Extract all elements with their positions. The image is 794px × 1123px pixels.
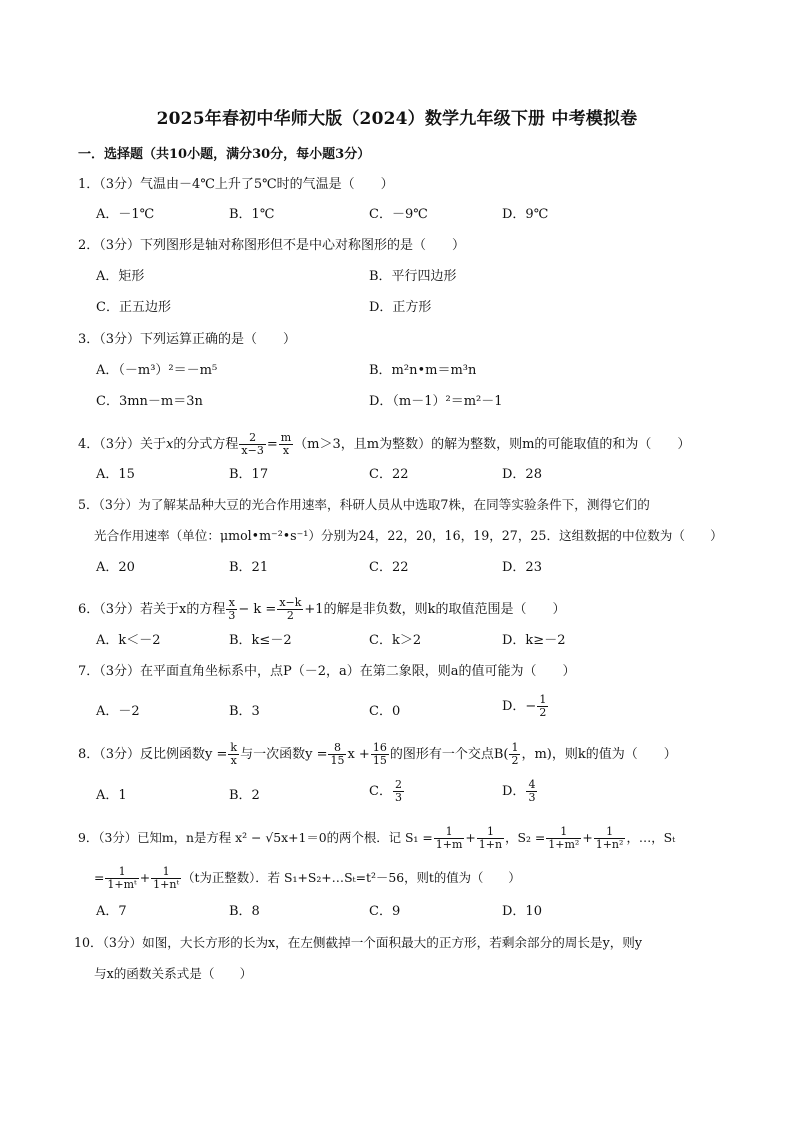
q4-option-b: B．17 bbox=[229, 467, 269, 482]
q8-text-post: ，m)，则k的值为（ ） bbox=[521, 747, 677, 762]
q5-option-a: A．20 bbox=[96, 560, 135, 575]
q9-line2-text: （t为正整数）．若 S₁+S₂+…Sₜ=t²－56，则t的值为（ ） bbox=[182, 870, 521, 885]
q8-option-c-label: C． bbox=[369, 784, 392, 799]
question-10-line-1: 10．（3分）如图，大长方形的长为x，在左侧截掉一个面积最大的正方形，若剩余部分的周长是y，则y bbox=[74, 935, 643, 950]
q7-option-d-label: D．− bbox=[502, 699, 537, 714]
q9-fraction-3: $\frac{1}{\text{1+m²}}$ bbox=[548, 825, 580, 851]
q2-option-a: A．矩形 bbox=[96, 269, 145, 284]
section-heading: 一．选择题（共10小题，满分30分，每小题3分） bbox=[78, 147, 371, 162]
q6-option-c: C．k＞2 bbox=[369, 633, 422, 648]
q9-plus-2: + bbox=[582, 830, 593, 845]
q6-text-pre: 6．（3分）若关于x的方程 bbox=[78, 602, 226, 617]
q1-option-b: B．1℃ bbox=[229, 207, 275, 222]
question-9-line-1 bbox=[78, 826, 675, 851]
q8-fraction-k-x: $\frac{k}{x}$ bbox=[230, 741, 238, 767]
q6-fraction-2: $\frac{x-k}{2}$ bbox=[279, 596, 302, 622]
q9-fraction-5: $\frac{1}{\text{1+mᵗ}}$ bbox=[107, 865, 137, 891]
question-8 bbox=[78, 742, 677, 767]
q9-fraction-6: $\frac{1}{\text{1+nᵗ}}$ bbox=[153, 865, 180, 891]
q6-text-mid: − k = bbox=[238, 602, 277, 617]
q4-var-x: x bbox=[166, 437, 174, 452]
q9-option-a: A．7 bbox=[96, 904, 127, 919]
q4-fraction-1: $\frac{2}{x-3}$ bbox=[241, 431, 264, 457]
question-2: 2．（3分）下列图形是轴对称图形但不是中心对称图形的是（ ） bbox=[78, 238, 466, 253]
question-1: 1．（3分）气温由－4℃上升了5℃时的气温是（ ） bbox=[78, 177, 394, 192]
question-7: 7．（3分）在平面直角坐标系中，点P（－2，a）在第二象限，则a的值可能为（ ） bbox=[78, 664, 576, 679]
q9-text-pre: 9．（3分）已知m，n是方程 x² − √5x+1＝0的两个根．记 S₁ = bbox=[78, 830, 433, 845]
q6-fraction-1: $\frac{x}{3}$ bbox=[228, 596, 236, 622]
q5-option-c: C．22 bbox=[369, 560, 409, 575]
q8-text-mid3: 的图形有一个交点B( bbox=[389, 747, 509, 762]
q1-option-d: D．9℃ bbox=[502, 207, 549, 222]
q8-option-d-fraction: $\frac{4}{3}$ bbox=[528, 778, 536, 804]
q9-option-d: D．10 bbox=[502, 904, 542, 919]
q9-plus-3: + bbox=[139, 870, 151, 885]
q8-fraction-1-2: $\frac{1}{2}$ bbox=[511, 741, 519, 767]
q9-option-b: B．8 bbox=[229, 904, 260, 919]
q5-option-b: B．21 bbox=[229, 560, 269, 575]
q4-text-pre: 4．（3分）关于 bbox=[78, 437, 167, 452]
q3-option-b: B．m²n•m＝m³n bbox=[369, 363, 477, 378]
q9-option-c: C．9 bbox=[369, 904, 401, 919]
q2-option-c: C．正五边形 bbox=[96, 300, 171, 315]
q7-option-d-fraction: $\frac{1}{2}$ bbox=[539, 693, 547, 719]
q4-option-d: D．28 bbox=[502, 467, 542, 482]
q8-option-d bbox=[502, 779, 538, 804]
question-9-line-2 bbox=[94, 866, 521, 891]
q9-plus-1: + bbox=[465, 830, 476, 845]
q8-text-pre: 8．（3分）反比例函数y = bbox=[78, 747, 228, 762]
q4-option-a: A．15 bbox=[96, 467, 135, 482]
q4-equals: = bbox=[266, 437, 278, 452]
q9-fraction-1: $\frac{1}{1+m}$ bbox=[435, 825, 463, 851]
q9-line2-equals: = bbox=[94, 870, 105, 885]
q7-option-d bbox=[502, 694, 549, 719]
q8-option-a: A．1 bbox=[96, 788, 127, 803]
q8-text-mid: 与一次函数y = bbox=[240, 747, 328, 762]
q1-option-c: C．－9℃ bbox=[369, 207, 428, 222]
q9-fraction-4: $\frac{1}{\text{1+n²}}$ bbox=[595, 825, 624, 851]
page-title: 2025年春初中华师大版（2024）数学九年级下册 中考模拟卷 bbox=[156, 109, 638, 129]
q8-option-d-label: D． bbox=[502, 784, 526, 799]
q6-text-post: +1的解是非负数，则k的取值范围是（ ） bbox=[304, 602, 566, 617]
q2-option-b: B．平行四边形 bbox=[369, 269, 457, 284]
question-10-line-2: 与x的函数关系式是（ ） bbox=[94, 966, 253, 981]
q8-option-b: B．2 bbox=[229, 788, 260, 803]
q8-text-mid2: x + bbox=[347, 747, 370, 762]
q4-text-post: （m＞3，且m为整数）的解为整数，则m的可能取值的和为（ ） bbox=[294, 437, 691, 452]
question-5-line-2: 光合作用速率（单位：μmol•m⁻²•s⁻¹）分别为24，22，20，16，19，27，25．这组数据的中位数为（ ） bbox=[94, 528, 723, 543]
q8-option-c bbox=[369, 779, 405, 804]
q8-fraction-16-15: $\frac{16}{15}$ bbox=[372, 741, 387, 767]
question-4 bbox=[78, 432, 690, 457]
q8-option-c-fraction: $\frac{2}{3}$ bbox=[394, 778, 402, 804]
q4-fraction-2: $\frac{m}{x}$ bbox=[280, 431, 292, 457]
question-5-line-1: 5．（3分）为了解某品种大豆的光合作用速率，科研人员从中选取7株，在同等实验条件下，测得它们的 bbox=[78, 497, 650, 512]
q3-option-c: C．3mn－m＝3n bbox=[96, 394, 203, 409]
q4-text-mid: 的分式方程 bbox=[173, 437, 239, 452]
q3-option-a: A．（－m³）²＝－m⁵ bbox=[96, 363, 218, 378]
q9-text-mid: ，S₂ = bbox=[505, 830, 546, 845]
q7-option-b: B．3 bbox=[229, 704, 260, 719]
q6-option-d: D．k≥－2 bbox=[502, 633, 566, 648]
q8-fraction-8-15: $\frac{8}{15}$ bbox=[330, 741, 345, 767]
q3-option-d: D．（m－1）²＝m²－1 bbox=[369, 394, 503, 409]
q5-option-d: D．23 bbox=[502, 560, 542, 575]
q9-text-post: ，…，Sₜ bbox=[626, 830, 676, 845]
question-3: 3．（3分）下列运算正确的是（ ） bbox=[78, 332, 297, 347]
q9-fraction-2: $\frac{1}{1+n}$ bbox=[478, 825, 503, 851]
q1-option-a: A．－1℃ bbox=[96, 207, 155, 222]
q6-option-a: A．k＜－2 bbox=[96, 633, 161, 648]
q7-option-a: A．－2 bbox=[96, 704, 140, 719]
question-6 bbox=[78, 597, 565, 622]
q6-option-b: B．k≤－2 bbox=[229, 633, 292, 648]
q7-option-c: C．0 bbox=[369, 704, 401, 719]
q4-option-c: C．22 bbox=[369, 467, 409, 482]
q2-option-d: D．正方形 bbox=[369, 300, 432, 315]
